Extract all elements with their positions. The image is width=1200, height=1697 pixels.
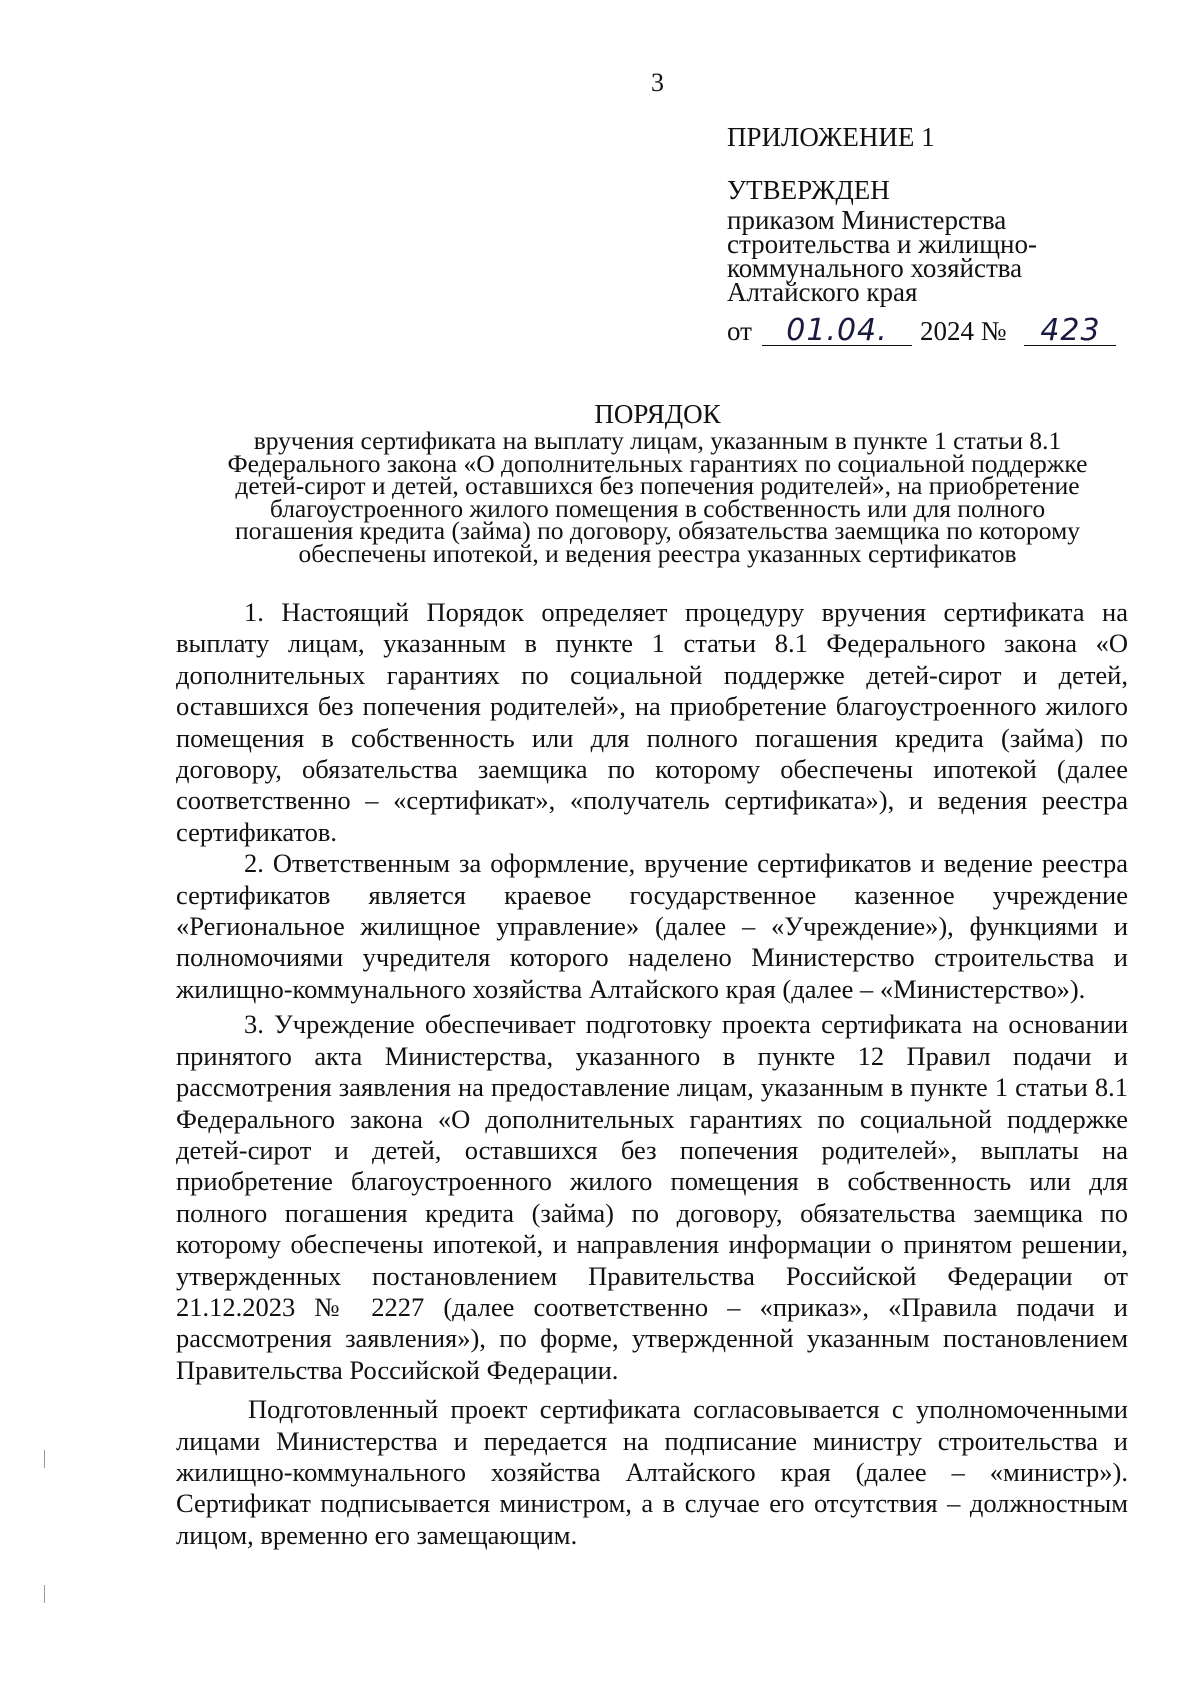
document-heading bbox=[180, 398, 1135, 568]
order-date-line bbox=[727, 314, 1147, 349]
appendix-title: ПРИЛОЖЕНИЕ 1 bbox=[727, 122, 935, 152]
subtitle-line: погашения кредита (займа) по договору, обязательства заемщика по которому bbox=[235, 516, 1080, 545]
approval-line: приказом Министерства bbox=[727, 205, 1007, 235]
subtitle-line: детей-сирот и детей, оставшихся без попечения родителей», на приобретение bbox=[235, 471, 1080, 500]
paragraph-1: 1. Настоящий Порядок определяет процедуру вручения сертификата на выплату лицам, указанным в пункте 1 статьи 8.1 Федерального закона «О дополнительных гарантиях по социальной поддержке детей-сирот и детей, оставшихся без попечения родителей», на приобретение благоустроенного жилого помещения в собственность или для полного погашения кредита (займа) по договору, обязательства заемщика по которому обеспечены ипотекой (далее соответственно – «сертификат», «получатель сертификата»), и ведения реестра сертификатов. bbox=[176, 597, 1128, 847]
paragraph-3: 3. Учреждение обеспечивает подготовку проекта сертификата на основании принятого акта Министерства, указанного в пункте 12 Правил подачи и рассмотрения заявления на предоставление лицам, указанным в пункте 1 статьи 8.1 Федерального закона «О дополнительных гарантиях по социальной поддержке детей-сирот и детей, оставшихся без попечения родителей», выплаты на приобретение благоустроенного жилого помещения в собственность или для полного погашения кредита (займа) по договору, обязательства заемщика по которому обеспечены ипотекой, и направления информации о принятом решении, утвержденных постановлением Правительства Российской Федерации от 21.12.2023 № 2227 (далее соответственно – «приказ», «Правила подачи и рассмотрения заявления»), по форме, утвержденной указанным постановлением Правительства Российской Федерации. bbox=[176, 1009, 1128, 1385]
approval-line: Алтайского края bbox=[727, 277, 918, 307]
order-year: 2024 № bbox=[919, 316, 1007, 346]
scan-margin-mark bbox=[44, 1450, 45, 1468]
approval-line: коммунального хозяйства bbox=[727, 253, 1023, 283]
handwritten-number: 423 bbox=[1024, 317, 1116, 346]
approved-label: УТВЕРЖДЕН bbox=[727, 175, 890, 205]
subtitle-line: вручения сертификата на выплату лицам, указанным в пункте 1 статьи 8.1 bbox=[253, 426, 1062, 455]
handwritten-date: 01.04. bbox=[762, 317, 912, 346]
scan-margin-mark bbox=[44, 1585, 45, 1603]
appendix-block bbox=[727, 120, 1147, 349]
page-number: 3 bbox=[651, 68, 664, 97]
approval-line: строительства и жилищно- bbox=[727, 229, 1037, 259]
date-prefix: от bbox=[727, 316, 752, 346]
document-title: ПОРЯДОК bbox=[594, 399, 721, 429]
document-body bbox=[176, 597, 1128, 1551]
subtitle-line: благоустроенного жилого помещения в собственность или для полного bbox=[269, 493, 1046, 523]
subtitle-line: обеспечены ипотекой, и ведения реестра указанных сертификатов bbox=[298, 538, 1017, 568]
subtitle-line: Федерального закона «О дополнительных гарантиях по социальной поддержке bbox=[227, 448, 1088, 478]
paragraph-4: Подготовленный проект сертификата согласовывается с уполномоченными лицами Министерства и передается на подписание министру строительства и жилищно-коммунального хозяйства Алтайского края (далее – «министр»). Сертификат подписывается министром, а в случае его отсутствия – должностным лицом, временно его замещающим. bbox=[176, 1394, 1128, 1550]
paragraph-2: 2. Ответственным за оформление, вручение сертификатов и ведение реестра сертификатов является краевое государственное казенное учреждение «Региональное жилищное управление» (далее – «Учреждение»), функциями и полномочиями учредителя которого наделено Министерство строительства и жилищно-коммунального хозяйства Алтайского края (далее – «Министерство»). bbox=[176, 848, 1128, 1004]
